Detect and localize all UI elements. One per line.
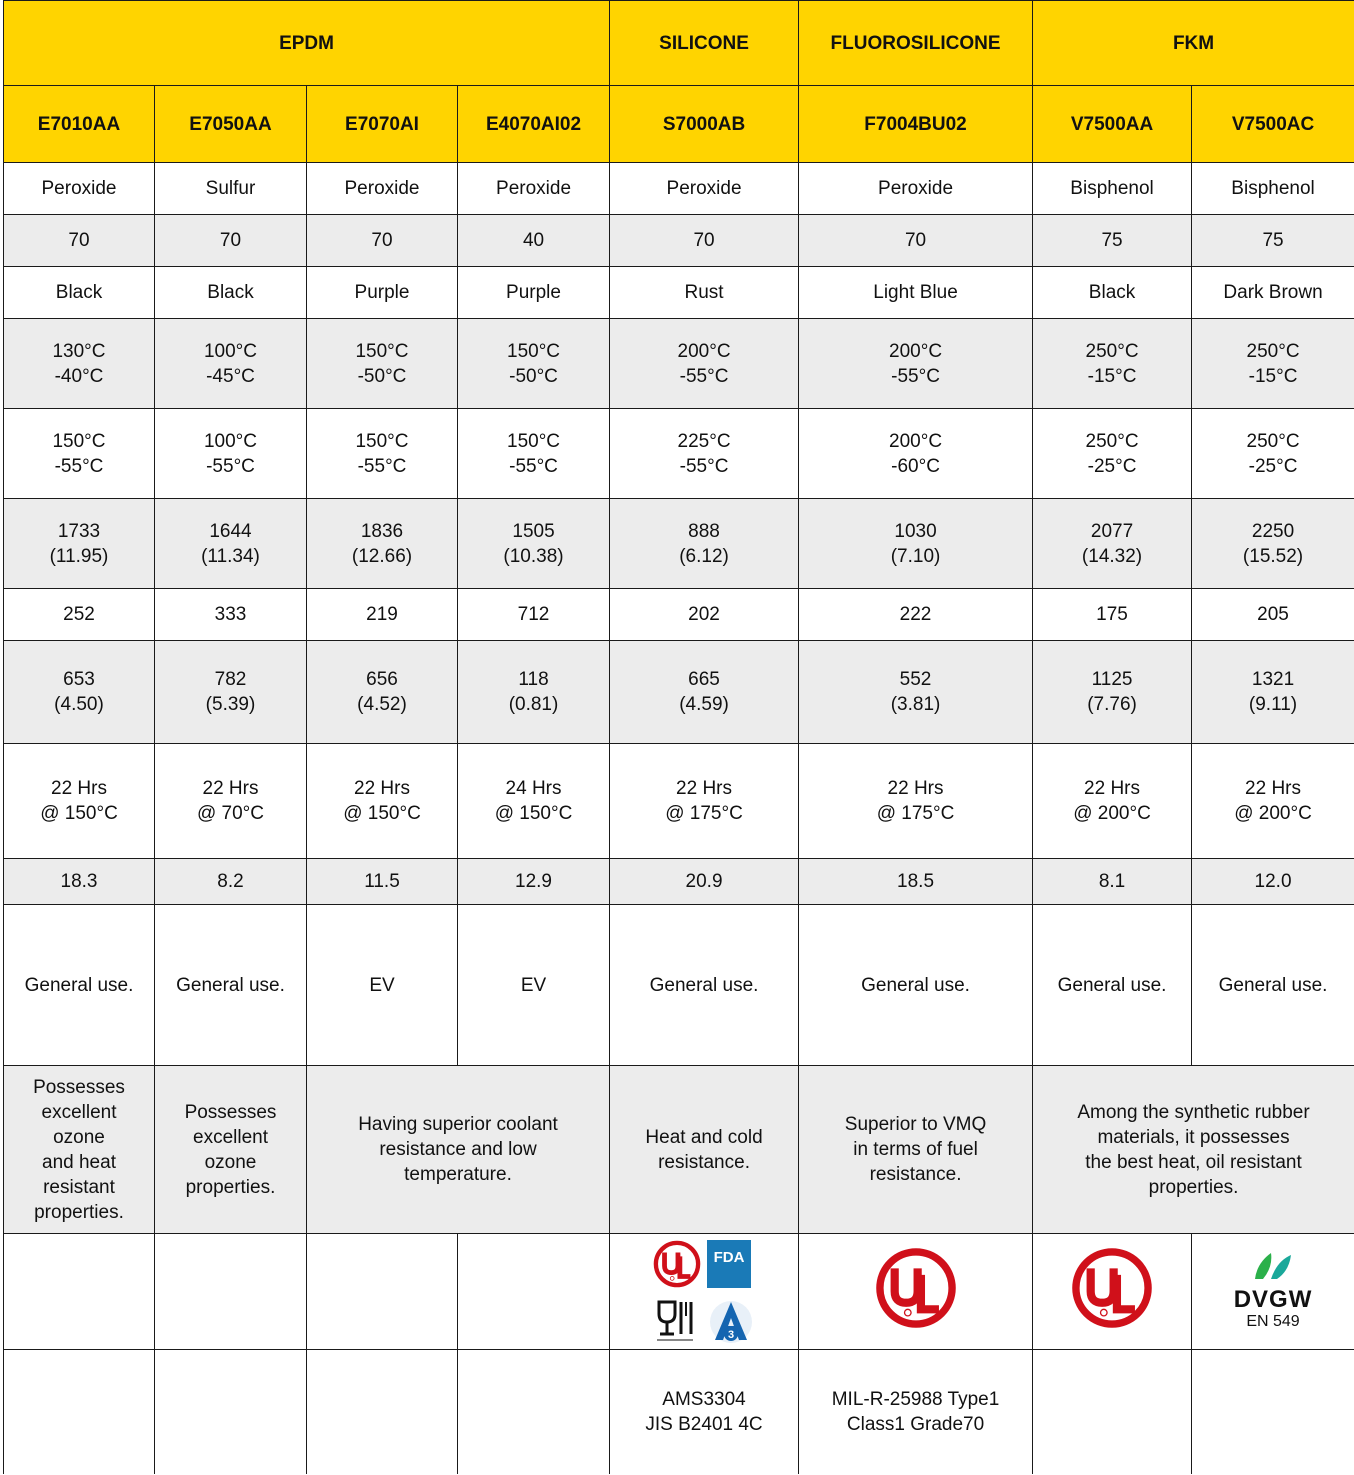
table-cell — [1033, 1350, 1192, 1474]
compound-code: E7070AI — [307, 86, 458, 163]
table-cell: 150°C -55°C — [458, 409, 610, 499]
table-cell: 12.9 — [458, 859, 610, 905]
color-row — [4, 267, 1354, 319]
table-cell: 2077 (14.32) — [1033, 499, 1192, 589]
elongation-row — [4, 589, 1354, 641]
table-cell: 70 — [610, 215, 799, 267]
table-cell — [307, 1350, 458, 1474]
table-cell: 205 — [1192, 589, 1354, 641]
tensile-strength-row — [4, 499, 1354, 589]
table-cell: 40 — [458, 215, 610, 267]
table-cell: 200°C -55°C — [610, 319, 799, 409]
table-cell: 150°C -55°C — [4, 409, 155, 499]
certifications-row — [4, 1234, 1354, 1350]
table-cell: 333 — [155, 589, 307, 641]
compound-code: E7010AA — [4, 86, 155, 163]
modulus-row — [4, 641, 1354, 744]
table-cell: 665 (4.59) — [610, 641, 799, 744]
temperature-range-row-2 — [4, 409, 1354, 499]
table-cell: 22 Hrs @ 150°C — [4, 744, 155, 859]
table-cell: 782 (5.39) — [155, 641, 307, 744]
spec-cell: AMS3304 JIS B2401 4C — [610, 1350, 799, 1474]
table-cell: 22 Hrs @ 150°C — [307, 744, 458, 859]
table-cell: Peroxide — [4, 163, 155, 215]
table-cell: General use. — [155, 905, 307, 1066]
table-cell: Peroxide — [458, 163, 610, 215]
spec-cell: MIL-R-25988 Type1 Class1 Grade70 — [799, 1350, 1033, 1474]
table-cell: 100°C -45°C — [155, 319, 307, 409]
table-cell: EV — [307, 905, 458, 1066]
dvgw-logo — [1234, 1251, 1313, 1332]
table-cell — [458, 1350, 610, 1474]
table-cell: Peroxide — [307, 163, 458, 215]
table-cell: 225°C -55°C — [610, 409, 799, 499]
food-contact-icon — [653, 1296, 697, 1344]
table-cell — [1192, 1350, 1354, 1474]
table-cell: Peroxide — [610, 163, 799, 215]
compound-code-row — [4, 86, 1354, 163]
table-cell: 18.3 — [4, 859, 155, 905]
table-cell: Purple — [458, 267, 610, 319]
cure-system-row — [4, 163, 1354, 215]
cert-cell-v7500aa — [1033, 1234, 1192, 1350]
table-cell — [4, 1234, 155, 1350]
table-cell: 11.5 — [307, 859, 458, 905]
table-cell: 100°C -55°C — [155, 409, 307, 499]
table-cell: 70 — [799, 215, 1033, 267]
compression-set-condition-row — [4, 744, 1354, 859]
table-cell: Black — [4, 267, 155, 319]
table-cell: General use. — [1192, 905, 1354, 1066]
table-cell: 75 — [1033, 215, 1192, 267]
table-cell — [458, 1234, 610, 1350]
table-cell: 712 — [458, 589, 610, 641]
table-cell: 2250 (15.52) — [1192, 499, 1354, 589]
3a-sanitary-icon — [707, 1296, 755, 1344]
group-fkm: FKM — [1033, 1, 1354, 86]
table-cell: 118 (0.81) — [458, 641, 610, 744]
features-cell: Possesses excellent ozone and heat resistant properties. — [4, 1066, 155, 1234]
table-cell: General use. — [610, 905, 799, 1066]
table-cell: 1505 (10.38) — [458, 499, 610, 589]
table-cell: Sulfur — [155, 163, 307, 215]
table-cell: EV — [458, 905, 610, 1066]
table-cell: Dark Brown — [1192, 267, 1354, 319]
compound-code: V7500AA — [1033, 86, 1192, 163]
table-cell: General use. — [1033, 905, 1192, 1066]
table-cell: 150°C -55°C — [307, 409, 458, 499]
dvgw-label: DVGW — [1233, 1286, 1313, 1313]
cert-cell-f7004bu02 — [799, 1234, 1033, 1350]
table-cell: 18.5 — [799, 859, 1033, 905]
table-cell: 130°C -40°C — [4, 319, 155, 409]
table-cell: 888 (6.12) — [610, 499, 799, 589]
table-cell: 250°C -15°C — [1033, 319, 1192, 409]
features-cell: Superior to VMQ in terms of fuel resistance. — [799, 1066, 1033, 1234]
features-cell: Heat and cold resistance. — [610, 1066, 799, 1234]
table-cell: Peroxide — [799, 163, 1033, 215]
table-cell: 656 (4.52) — [307, 641, 458, 744]
table-cell: 22 Hrs @ 175°C — [610, 744, 799, 859]
temperature-range-row — [4, 319, 1354, 409]
ul-icon — [1071, 1247, 1153, 1329]
ul-icon — [875, 1247, 957, 1329]
table-cell: 20.9 — [610, 859, 799, 905]
compound-code: F7004BU02 — [799, 86, 1033, 163]
cert-cell-s7000ab — [610, 1234, 799, 1350]
table-cell: 202 — [610, 589, 799, 641]
table-cell: 75 — [1192, 215, 1354, 267]
table-cell: 175 — [1033, 589, 1192, 641]
table-cell: 22 Hrs @ 200°C — [1033, 744, 1192, 859]
table-cell: Purple — [307, 267, 458, 319]
svg-text:3: 3 — [727, 1328, 735, 1341]
table-cell: General use. — [4, 905, 155, 1066]
table-cell: Bisphenol — [1192, 163, 1354, 215]
table-cell: 24 Hrs @ 150°C — [458, 744, 610, 859]
table-cell: 1321 (9.11) — [1192, 641, 1354, 744]
dvgw-icon — [1245, 1251, 1301, 1281]
table-cell: Light Blue — [799, 267, 1033, 319]
group-fluorosilicone: FLUOROSILICONE — [799, 1, 1033, 86]
compound-code: E7050AA — [155, 86, 307, 163]
hardness-row — [4, 215, 1354, 267]
features-cell: Among the synthetic rubber materials, it possesses the best heat, oil resistant properties. — [1033, 1066, 1354, 1234]
material-group-row — [4, 1, 1354, 86]
application-row — [4, 905, 1354, 1066]
table-cell: 1644 (11.34) — [155, 499, 307, 589]
table-cell: 1733 (11.95) — [4, 499, 155, 589]
table-cell: 1125 (7.76) — [1033, 641, 1192, 744]
table-cell: Black — [155, 267, 307, 319]
table-cell: 250°C -25°C — [1192, 409, 1354, 499]
table-cell: 22 Hrs @ 200°C — [1192, 744, 1354, 859]
table-cell: Black — [1033, 267, 1192, 319]
table-cell: Bisphenol — [1033, 163, 1192, 215]
table-cell: 12.0 — [1192, 859, 1354, 905]
table-cell: 1030 (7.10) — [799, 499, 1033, 589]
dvgw-standard: EN 549 — [1246, 1313, 1300, 1330]
table-cell — [4, 1350, 155, 1474]
features-row — [4, 1066, 1354, 1234]
table-cell: 150°C -50°C — [458, 319, 610, 409]
compound-code: V7500AC — [1192, 86, 1354, 163]
features-cell: Possesses excellent ozone properties. — [155, 1066, 307, 1234]
compound-code: S7000AB — [610, 86, 799, 163]
ul-icon — [653, 1240, 701, 1288]
table-cell: 22 Hrs @ 175°C — [799, 744, 1033, 859]
group-epdm: EPDM — [4, 1, 610, 86]
table-cell: 200°C -55°C — [799, 319, 1033, 409]
table-cell: 8.1 — [1033, 859, 1192, 905]
specifications-row — [4, 1350, 1354, 1474]
table-cell: 70 — [155, 215, 307, 267]
table-cell: General use. — [799, 905, 1033, 1066]
table-cell: 250°C -15°C — [1192, 319, 1354, 409]
table-cell: 200°C -60°C — [799, 409, 1033, 499]
table-cell: 1836 (12.66) — [307, 499, 458, 589]
table-cell: 70 — [307, 215, 458, 267]
table-cell: 222 — [799, 589, 1033, 641]
fda-label: FDA — [713, 1248, 745, 1266]
table-cell: 22 Hrs @ 70°C — [155, 744, 307, 859]
compression-set-row — [4, 859, 1354, 905]
table-cell: 552 (3.81) — [799, 641, 1033, 744]
table-cell — [155, 1234, 307, 1350]
table-cell — [155, 1350, 307, 1474]
table-cell: 219 — [307, 589, 458, 641]
table-cell: Rust — [610, 267, 799, 319]
features-cell: Having superior coolant resistance and low temperature. — [307, 1066, 610, 1234]
cert-cell-v7500ac — [1192, 1234, 1354, 1350]
material-spec-table — [3, 0, 1354, 1474]
table-cell: 150°C -50°C — [307, 319, 458, 409]
compound-code: E4070AI02 — [458, 86, 610, 163]
group-silicone: SILICONE — [610, 1, 799, 86]
table-cell: 250°C -25°C — [1033, 409, 1192, 499]
fda-icon — [707, 1240, 751, 1288]
table-cell: 70 — [4, 215, 155, 267]
table-cell: 252 — [4, 589, 155, 641]
table-cell: 8.2 — [155, 859, 307, 905]
table-cell: 653 (4.50) — [4, 641, 155, 744]
table-cell — [307, 1234, 458, 1350]
